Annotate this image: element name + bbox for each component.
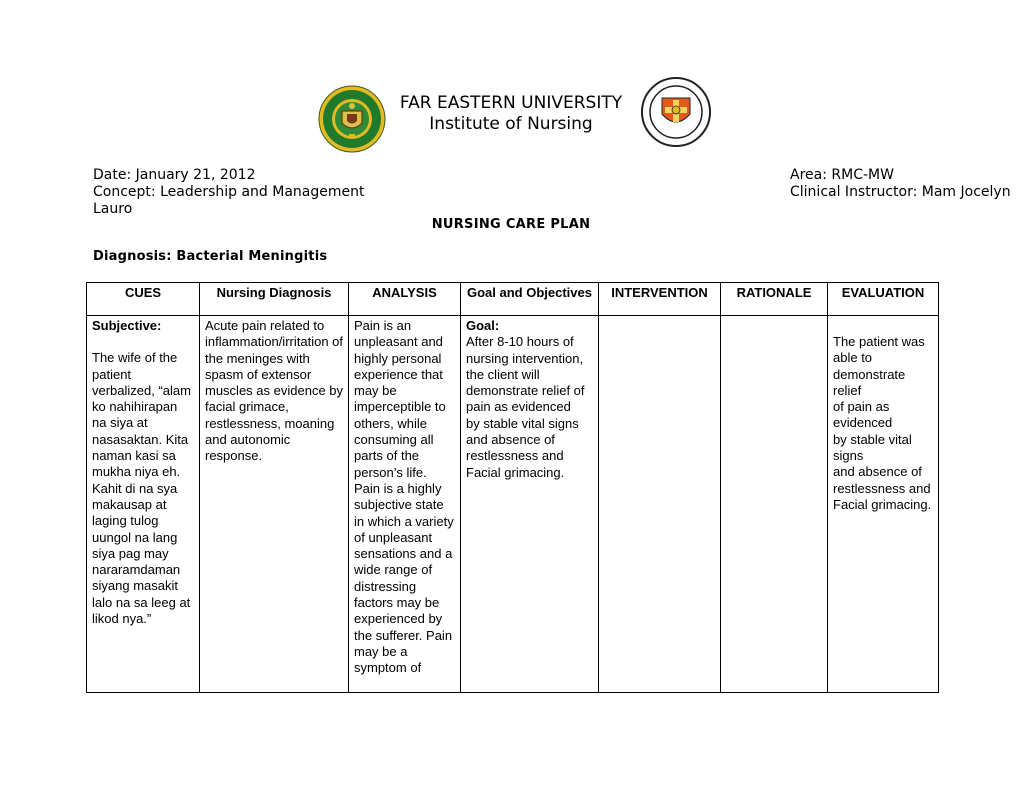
col-header-intervention: INTERVENTION (599, 283, 721, 316)
cell-nursing-diagnosis: Acute pain related to inflammation/irritation of the meninges with spasm of extensor muscles as evidence by facial grimace, restlessness, moaning and autonomic response. (200, 316, 349, 693)
evaluation-text: The patient was able to demonstrate relief of pain as evidenced by stable vital signs and absence of restlessness and Facial grimacing. (833, 334, 932, 512)
goal-label: Goal: (466, 318, 500, 333)
instructor-name-continuation: Lauro (93, 201, 133, 217)
cell-cues (87, 316, 200, 693)
col-header-goal: Goal and Objectives (461, 283, 599, 316)
goal-text: After 8-10 hours of nursing intervention, the client will demonstrate relief of pain as evidenced by stable vital signs and absence of restlessness and Facial grimacing. (466, 334, 585, 480)
col-header-cues: CUES (87, 283, 200, 316)
care-plan-table (86, 282, 939, 693)
col-header-analysis: ANALYSIS (349, 283, 461, 316)
col-header-evaluation: EVALUATION (828, 283, 939, 316)
university-name: FAR EASTERN UNIVERSITY (399, 93, 623, 113)
diagnosis-heading: Diagnosis: Bacterial Meningitis (93, 249, 328, 264)
table-header-row (87, 283, 939, 316)
col-header-rationale: RATIONALE (721, 283, 828, 316)
cell-goal (461, 316, 599, 693)
cell-analysis: Pain is an unpleasant and highly personal experience that may be imperceptible to others, while consuming all parts of the person’s life. Pain is a highly subjective state in which a variety of unpleasant sensations and a wide range of distressing factors may be experienced by the sufferer. Pain may be a symptom of (349, 316, 461, 693)
cell-intervention (599, 316, 721, 693)
table-row (87, 316, 939, 693)
cell-evaluation (828, 316, 939, 693)
col-header-nursing-diagnosis: Nursing Diagnosis (200, 283, 349, 316)
cues-label: Subjective: (92, 318, 162, 333)
document-title: NURSING CARE PLAN (431, 217, 591, 232)
area-line: Area: RMC-MW (790, 167, 894, 183)
feu-seal-logo (318, 85, 386, 153)
concept-line: Concept: Leadership and Management (93, 184, 365, 200)
institute-name: Institute of Nursing (429, 114, 593, 134)
clinical-instructor-line: Clinical Instructor: Mam Jocelyn (790, 184, 1011, 200)
nursing-seal-logo (640, 76, 712, 148)
cues-text: The wife of the patient verbalized, “alam ko nahihirapan na siya at nasasaktan. Kita naman kasi sa mukha niya eh. Kahit di na sya makausap at laging tulog uungol na lang siya pag may nararamdaman siyang masakit lalo na sa leeg at likod nya.” (92, 350, 191, 627)
cell-rationale (721, 316, 828, 693)
date-line: Date: January 21, 2012 (93, 167, 256, 183)
